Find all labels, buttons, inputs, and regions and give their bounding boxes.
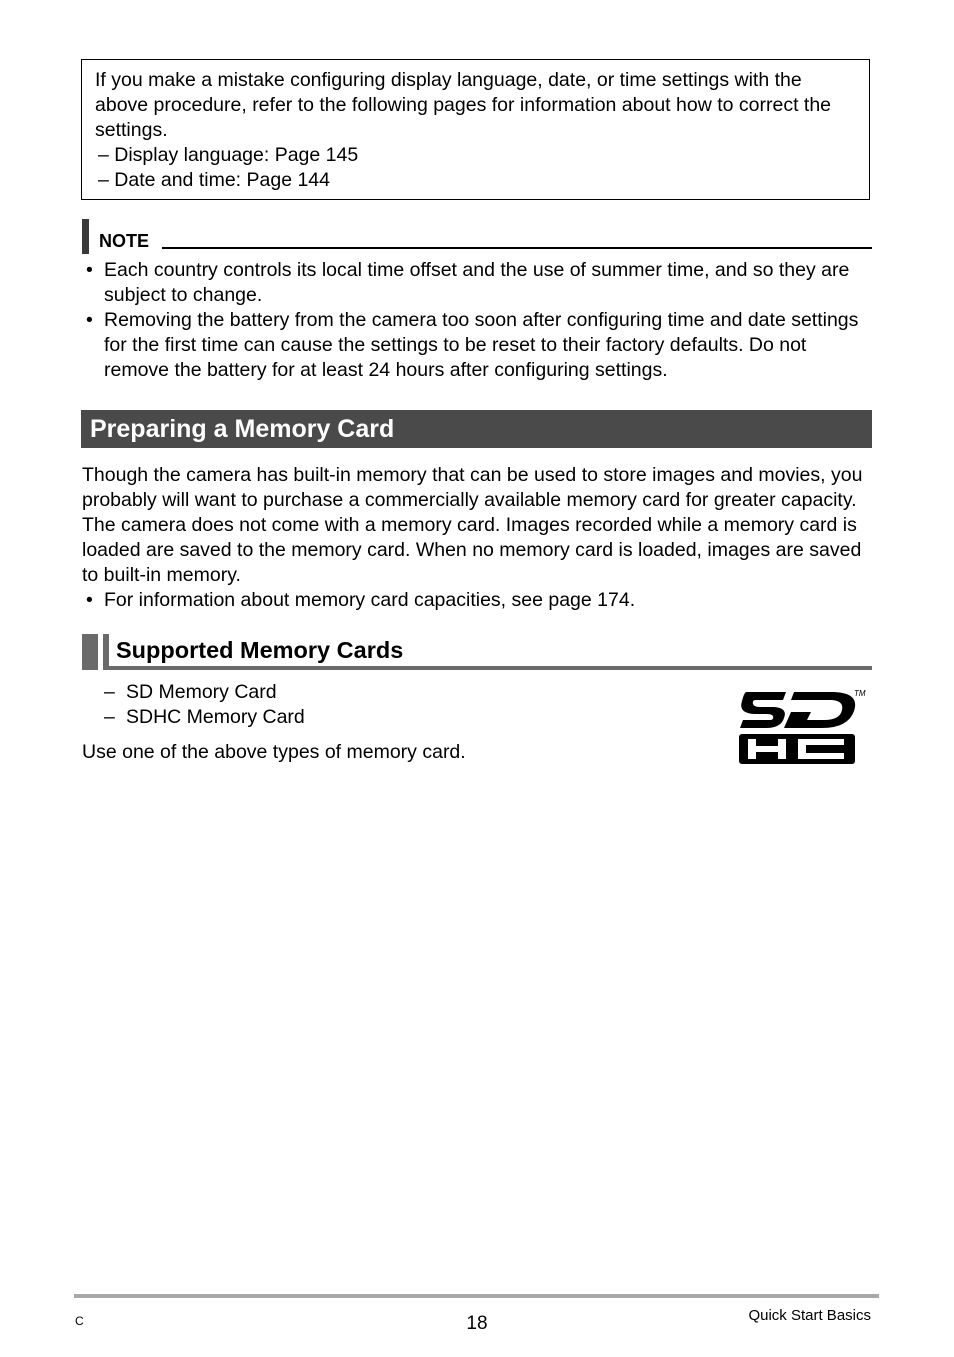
memory-card-item-sd: SD Memory Card xyxy=(126,681,277,703)
sdhc-logo xyxy=(736,686,870,768)
note-marker-bar xyxy=(82,219,89,254)
trademark-mark: TM xyxy=(854,689,866,698)
page-number: 18 xyxy=(466,1313,488,1334)
note-bullet-2: Removing the battery from the camera too soon after configuring time and date settings for the first time can cause the settings to be reset to their factory defaults. Do not remove the battery for at least 24 hours after configuring settings. xyxy=(104,309,859,381)
notice-item-display-language: – Display language: Page 145 xyxy=(98,144,359,166)
notice-box xyxy=(81,59,870,200)
dash-marker: – xyxy=(104,706,115,728)
note-rule xyxy=(162,247,872,249)
sd-letter-d xyxy=(784,692,855,728)
notice-item-date-time: – Date and time: Page 144 xyxy=(98,169,330,191)
dash-marker: – xyxy=(104,681,115,703)
subsection-marker-bar xyxy=(82,634,98,670)
subsection-marker-bar-thin xyxy=(103,634,109,670)
bullet-dot-icon: • xyxy=(86,309,93,331)
subsection-rule xyxy=(109,666,872,670)
memory-card-closing: Use one of the above types of memory card. xyxy=(82,741,466,763)
footer-rule xyxy=(74,1294,879,1298)
subsection-title: Supported Memory Cards xyxy=(116,637,404,663)
footer-section-name: Quick Start Basics xyxy=(748,1307,871,1324)
footer-code: C xyxy=(75,1314,84,1328)
note-bullet-1: Each country controls its local time offset and the use of summer time, and so they are subject to change. xyxy=(104,259,850,306)
section-bullet: For information about memory card capacities, see page 174. xyxy=(104,589,636,611)
section-header xyxy=(81,410,872,448)
section-paragraph: Though the camera has built-in memory that can be used to store images and movies, you probably will want to purchase a commercially available memory card for greater capacity. The camera does not come with a memory card. Images recorded while a memory card is loaded are saved to the memory card. When no memory card is loaded, images are saved to built-in memory. xyxy=(82,464,863,586)
note-label: NOTE xyxy=(99,231,150,251)
bullet-dot-icon: • xyxy=(86,589,93,611)
section-title: Preparing a Memory Card xyxy=(90,415,395,443)
memory-card-item-sdhc: SDHC Memory Card xyxy=(126,706,305,728)
sd-letter-s xyxy=(740,692,786,728)
notice-text: If you make a mistake configuring display language, date, or time settings with the above procedure, refer to the following pages for information about how to correct the settings. xyxy=(95,69,832,141)
bullet-dot-icon: • xyxy=(86,259,93,281)
